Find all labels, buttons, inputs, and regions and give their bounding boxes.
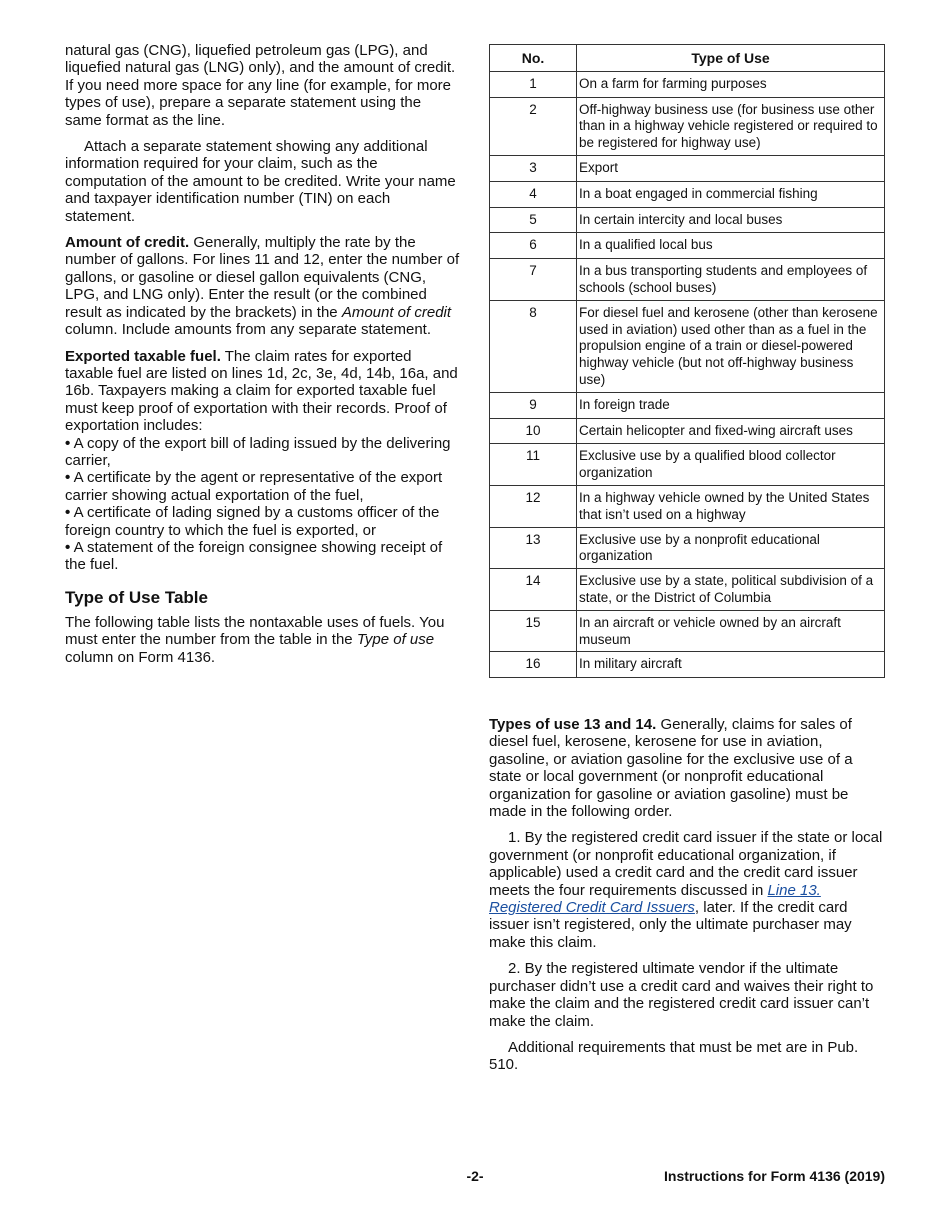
additional-requirements: Additional requirements that must be met are in Pub. 510. — [489, 1038, 859, 1074]
type-of-use-cell: Export — [577, 155, 885, 181]
table-row — [490, 155, 885, 181]
order-item-1-text-b: , later. If the credit card issuer isn’t registered, only the ultimate purchaser may make this claim. — [489, 899, 852, 951]
order-item-1 — [489, 829, 885, 951]
bullet-text: A copy of the export bill of lading issued by the delivering carrier, — [65, 434, 451, 469]
table-row — [490, 207, 885, 233]
bullet-icon: • — [65, 504, 71, 522]
type-number-cell: 10 — [490, 418, 577, 444]
right-column-table — [489, 44, 885, 678]
type-of-use-cell: Exclusive use by a state, political subdivision of a state, or the District of Columbia — [577, 569, 885, 611]
amount-text-a: Generally, multiply the rate by the number of gallons. For lines 11 and 12, enter the number of gallons, or gasoline or diesel gallon equivalents (CNG, LPG, and LNG only). Enter the result (or the combined result as indicated by the brackets) in the — [65, 234, 460, 321]
column-header-type: Type of Use — [577, 45, 885, 72]
type-of-use-cell: On a farm for farming purposes — [577, 71, 885, 97]
order-item-1-text-a: 1. By the registered credit card issuer if the state or local government (or nonprofit educational organization, if applicable) used a credit card and the credit card issuer meets the four requirements discussed in — [489, 829, 883, 899]
list-item — [65, 539, 461, 574]
type-of-use-cell: Off-highway business use (for business use other than in a highway vehicle registered or required to be registered for highway use) — [577, 97, 885, 155]
proof-bullet-list — [65, 435, 461, 574]
separate-statement-paragraph: Attach a separate statement showing any additional information required for your claim, such as the computation of the amount to be credited. Write your name and taxpayer identification number (TIN) on each statement. — [65, 138, 456, 225]
type-of-use-cell: In a bus transporting students and employees of schools (school buses) — [577, 259, 885, 301]
list-item — [65, 435, 461, 470]
exported-fuel-paragraph — [65, 348, 461, 435]
types-13-14-heading: Types of use 13 and 14. — [489, 716, 657, 733]
type-number-cell: 14 — [490, 569, 577, 611]
type-number-cell: 2 — [490, 97, 577, 155]
type-of-use-cell: In certain intercity and local buses — [577, 207, 885, 233]
table-header-row — [490, 45, 885, 72]
list-item — [65, 504, 461, 539]
types-13-14-paragraph — [489, 716, 885, 820]
footer-title: Instructions for Form 4136 (2019) — [664, 1168, 885, 1184]
table-row — [490, 569, 885, 611]
table-row — [490, 392, 885, 418]
column-header-no: No. — [490, 45, 577, 72]
table-row — [490, 610, 885, 652]
type-number-cell: 5 — [490, 207, 577, 233]
table-intro-italic: Type of use — [356, 631, 435, 649]
table-intro-b: column on Form 4136. — [65, 648, 216, 666]
table-row — [490, 259, 885, 301]
type-number-cell: 11 — [490, 444, 577, 486]
type-of-use-cell: Certain helicopter and fixed-wing aircraft uses — [577, 418, 885, 444]
type-of-use-cell: In a qualified local bus — [577, 233, 885, 259]
table-row — [490, 444, 885, 486]
type-of-use-cell: In military aircraft — [577, 652, 885, 678]
line-13-link[interactable]: Line 13. Registered Credit Card Issuers — [489, 881, 821, 917]
table-intro-paragraph — [65, 614, 461, 666]
type-of-use-cell: Exclusive use by a nonprofit educational organization — [577, 527, 885, 569]
type-of-use-cell: In a boat engaged in commercial fishing — [577, 181, 885, 207]
type-of-use-cell: In an aircraft or vehicle owned by an aircraft museum — [577, 610, 885, 652]
list-item — [65, 469, 461, 504]
types-13-14-intro: Generally, claims for sales of diesel fuel, kerosene, kerosene for use in aviation, gasoline, or aviation gasoline for the exclusive use of a state or local government (or nonprofit educational organization for gasoline or aviation gasoline) must be made in the following order. — [489, 716, 853, 821]
amount-italic: Amount of credit — [341, 303, 452, 321]
table-row — [490, 527, 885, 569]
left-column — [65, 42, 461, 675]
table-row — [490, 181, 885, 207]
type-number-cell: 7 — [490, 259, 577, 301]
type-number-cell: 6 — [490, 233, 577, 259]
exported-fuel-text: The claim rates for exported taxable fuel are listed on lines 1d, 2c, 3e, 4d, 14b, 16a, and 16b. Taxpayers making a claim for exported taxable fuel must keep proof of exportation with their records. Proof of exportation includes: — [65, 347, 458, 435]
bullet-text: A statement of the foreign consignee showing receipt of the fuel. — [65, 538, 443, 574]
table-row — [490, 418, 885, 444]
bullet-icon: • — [65, 469, 71, 487]
types-13-14-section — [489, 716, 885, 1083]
amount-of-credit-paragraph — [65, 234, 461, 338]
type-of-use-cell: In foreign trade — [577, 392, 885, 418]
table-row — [490, 97, 885, 155]
type-number-cell: 16 — [490, 652, 577, 678]
table-body — [490, 71, 885, 677]
order-item-2: 2. By the registered ultimate vendor if the ultimate purchaser didn’t use a credit card and waives their right to make the claim and the registered credit card issuer can’t make the claim. — [489, 960, 874, 1030]
type-number-cell: 15 — [490, 610, 577, 652]
table-row — [490, 300, 885, 392]
type-number-cell: 12 — [490, 485, 577, 527]
type-number-cell: 8 — [490, 300, 577, 392]
bullet-text: A certificate by the agent or representative of the export carrier showing actual exportation of the fuel, — [65, 469, 443, 504]
amount-text-b: column. Include amounts from any separate statement. — [65, 321, 432, 339]
type-number-cell: 4 — [490, 181, 577, 207]
bullet-text: A certificate of lading signed by a customs officer of the foreign country to which the fuel is exported, or — [65, 504, 440, 539]
type-number-cell: 9 — [490, 392, 577, 418]
type-of-use-cell: For diesel fuel and kerosene (other than kerosene used in aviation) used other than as a fuel in the propulsion engine of a train or diesel-powered highway vehicle (but not off-highway business use) — [577, 300, 885, 392]
type-number-cell: 3 — [490, 155, 577, 181]
page-number: -2- — [466, 1168, 484, 1184]
bullet-icon: • — [65, 434, 71, 452]
bullet-icon: • — [65, 538, 71, 556]
table-row — [490, 652, 885, 678]
type-number-cell: 13 — [490, 527, 577, 569]
exported-fuel-heading: Exported taxable fuel. — [65, 347, 221, 365]
type-number-cell: 1 — [490, 71, 577, 97]
table-row — [490, 71, 885, 97]
type-of-use-table — [489, 44, 885, 678]
table-row — [490, 233, 885, 259]
type-of-use-table-heading: Type of Use Table — [65, 587, 208, 607]
table-row — [490, 485, 885, 527]
intro-paragraph: natural gas (CNG), liquefied petroleum gas (LPG), and liquefied natural gas (LNG) only), and the amount of credit. If you need more space for any line (for example, for more types of use), prepare a separate statement using the same format as the line. — [65, 42, 456, 129]
table-intro-a: The following table lists the nontaxable uses of fuels. You must enter the number from the table in the — [65, 613, 445, 649]
type-of-use-cell: Exclusive use by a qualified blood collector organization — [577, 444, 885, 486]
amount-of-credit-heading: Amount of credit. — [65, 234, 190, 252]
type-of-use-cell: In a highway vehicle owned by the United States that isn’t used on a highway — [577, 485, 885, 527]
